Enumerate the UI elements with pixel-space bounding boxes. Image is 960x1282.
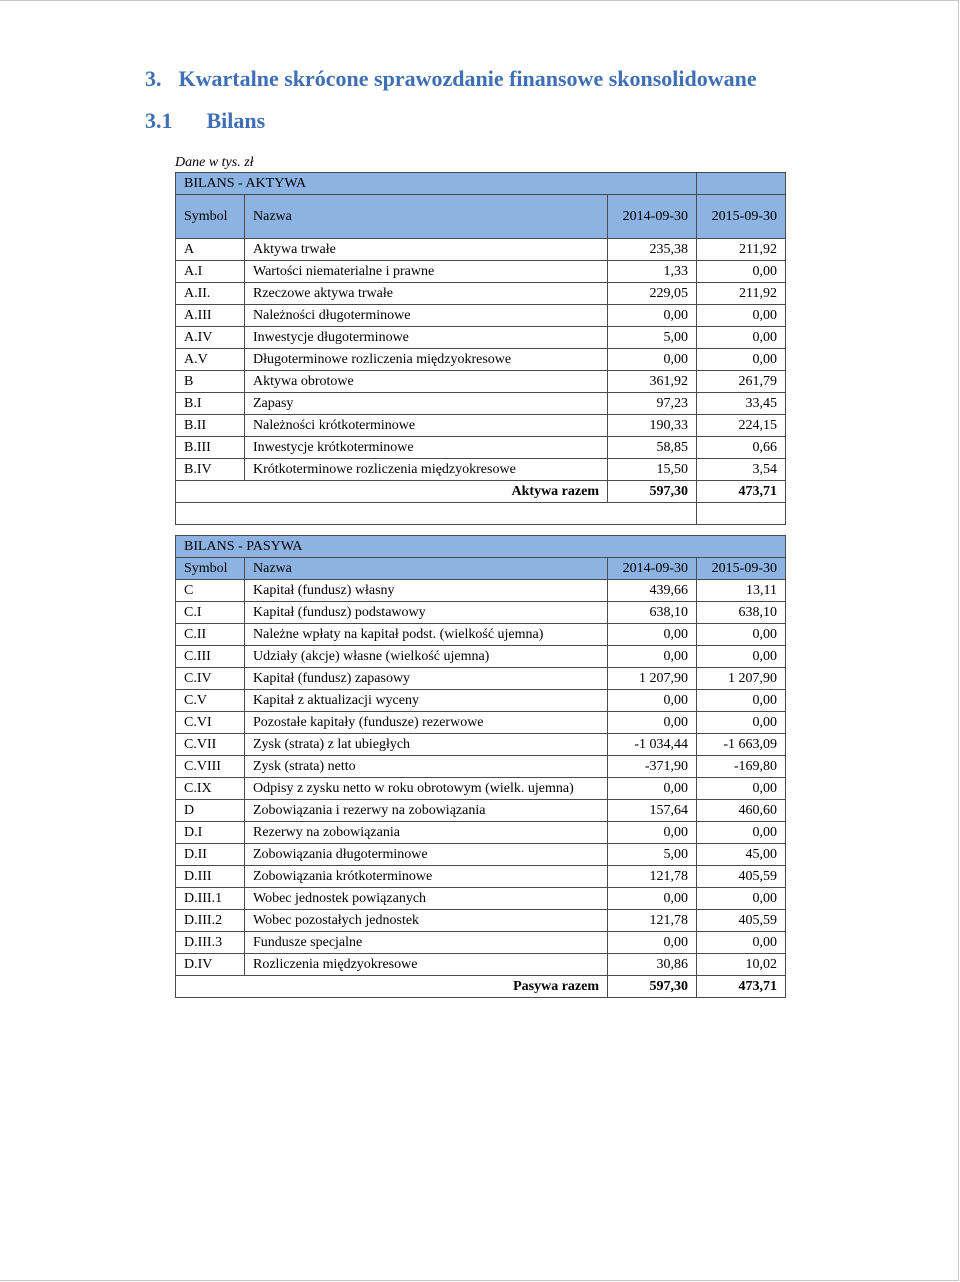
header-date-1: 2014-09-30	[608, 195, 697, 239]
units-note: Dane w tys. zł	[175, 155, 254, 170]
row-symbol: C	[176, 580, 245, 602]
table-row	[176, 371, 786, 393]
table-row	[176, 283, 786, 305]
row-name: Aktywa obrotowe	[245, 371, 608, 393]
row-value-1: 0,00	[608, 888, 697, 910]
row-value-2: 0,00	[697, 932, 786, 954]
empty-cell	[697, 173, 786, 195]
row-name: Rozliczenia międzyokresowe	[245, 954, 608, 976]
total-row	[176, 976, 786, 998]
row-value-1: 0,00	[608, 690, 697, 712]
row-symbol: C.III	[176, 646, 245, 668]
row-value-1: 0,00	[608, 646, 697, 668]
row-value-1: 190,33	[608, 415, 697, 437]
row-value-2: 0,00	[697, 261, 786, 283]
row-symbol: D.III.3	[176, 932, 245, 954]
row-name: Zysk (strata) z lat ubiegłych	[245, 734, 608, 756]
table-row	[176, 712, 786, 734]
table-row	[176, 393, 786, 415]
header-symbol: Symbol	[176, 195, 245, 239]
row-symbol: B.I	[176, 393, 245, 415]
row-name: Należności krótkoterminowe	[245, 415, 608, 437]
row-value-1: -371,90	[608, 756, 697, 778]
table-row	[176, 459, 786, 481]
row-value-1: 638,10	[608, 602, 697, 624]
row-name: Inwestycje długoterminowe	[245, 327, 608, 349]
header-date-1: 2014-09-30	[608, 558, 697, 580]
section-title: Kwartalne skrócone sprawozdanie finansowe skonsolidowane	[178, 66, 757, 91]
header-name: Nazwa	[245, 195, 608, 239]
row-value-1: 58,85	[608, 437, 697, 459]
row-value-2: 33,45	[697, 393, 786, 415]
row-symbol: A.V	[176, 349, 245, 371]
total-row	[176, 481, 786, 503]
total-value-1: 597,30	[608, 481, 697, 503]
row-name: Kapitał z aktualizacji wyceny	[245, 690, 608, 712]
header-name: Nazwa	[245, 558, 608, 580]
table-row	[176, 239, 786, 261]
row-symbol: C.V	[176, 690, 245, 712]
row-name: Kapitał (fundusz) podstawowy	[245, 602, 608, 624]
table-row	[176, 349, 786, 371]
row-name: Zobowiązania krótkoterminowe	[245, 866, 608, 888]
empty-cell	[176, 503, 697, 525]
row-value-1: 1,33	[608, 261, 697, 283]
row-value-2: 0,00	[697, 646, 786, 668]
row-value-2: 45,00	[697, 844, 786, 866]
table-row	[176, 778, 786, 800]
liabilities-table-title: BILANS - PASYWA	[176, 536, 786, 558]
table-row	[176, 602, 786, 624]
row-value-2: 211,92	[697, 283, 786, 305]
row-name: Udziały (akcje) własne (wielkość ujemna)	[245, 646, 608, 668]
table-row	[176, 844, 786, 866]
row-name: Pozostałe kapitały (fundusze) rezerwowe	[245, 712, 608, 734]
row-value-1: 15,50	[608, 459, 697, 481]
row-value-1: 1 207,90	[608, 668, 697, 690]
row-symbol: D.II	[176, 844, 245, 866]
row-symbol: A.IV	[176, 327, 245, 349]
row-name: Kapitał (fundusz) zapasowy	[245, 668, 608, 690]
assets-table	[175, 172, 786, 525]
row-value-2: 0,00	[697, 712, 786, 734]
row-value-2: 0,00	[697, 822, 786, 844]
table-row	[176, 327, 786, 349]
row-value-2: 0,00	[697, 888, 786, 910]
total-label: Pasywa razem	[176, 976, 608, 998]
table-row	[176, 580, 786, 602]
header-date-2: 2015-09-30	[697, 195, 786, 239]
total-label: Aktywa razem	[176, 481, 608, 503]
row-symbol: D.III	[176, 866, 245, 888]
row-value-2: 1 207,90	[697, 668, 786, 690]
row-symbol: A.II.	[176, 283, 245, 305]
row-value-2: -169,80	[697, 756, 786, 778]
row-value-2: 0,00	[697, 349, 786, 371]
row-symbol: C.VIII	[176, 756, 245, 778]
row-value-2: 0,66	[697, 437, 786, 459]
row-value-2: 10,02	[697, 954, 786, 976]
row-symbol: C.VII	[176, 734, 245, 756]
row-value-1: 0,00	[608, 305, 697, 327]
row-name: Zysk (strata) netto	[245, 756, 608, 778]
row-name: Odpisy z zysku netto w roku obrotowym (wielk. ujemna)	[245, 778, 608, 800]
assets-table-title-row	[176, 173, 786, 195]
row-name: Należne wpłaty na kapitał podst. (wielkość ujemna)	[245, 624, 608, 646]
row-value-2: 405,59	[697, 910, 786, 932]
row-value-1: 0,00	[608, 778, 697, 800]
row-symbol: D.III.2	[176, 910, 245, 932]
row-symbol: B.II	[176, 415, 245, 437]
row-value-1: 121,78	[608, 866, 697, 888]
row-value-2: 638,10	[697, 602, 786, 624]
table-row	[176, 305, 786, 327]
row-symbol: A.III	[176, 305, 245, 327]
row-name: Rzeczowe aktywa trwałe	[245, 283, 608, 305]
table-row	[176, 910, 786, 932]
spacer-row	[176, 503, 786, 525]
liabilities-table	[175, 535, 786, 998]
row-name: Krótkoterminowe rozliczenia międzyokresowe	[245, 459, 608, 481]
table-row	[176, 668, 786, 690]
row-value-1: -1 034,44	[608, 734, 697, 756]
assets-header-row	[176, 195, 786, 239]
row-value-2: 261,79	[697, 371, 786, 393]
header-date-2: 2015-09-30	[697, 558, 786, 580]
row-value-1: 229,05	[608, 283, 697, 305]
row-symbol: C.IV	[176, 668, 245, 690]
row-symbol: D.I	[176, 822, 245, 844]
table-row	[176, 690, 786, 712]
liabilities-table-title-row	[176, 536, 786, 558]
table-row	[176, 800, 786, 822]
section-number: 3.	[145, 66, 162, 91]
row-value-2: 3,54	[697, 459, 786, 481]
row-value-1: 0,00	[608, 712, 697, 734]
row-symbol: D.IV	[176, 954, 245, 976]
row-symbol: A.I	[176, 261, 245, 283]
row-name: Fundusze specjalne	[245, 932, 608, 954]
row-symbol: D	[176, 800, 245, 822]
row-value-1: 235,38	[608, 239, 697, 261]
subsection-heading	[145, 108, 265, 134]
table-row	[176, 756, 786, 778]
row-name: Należności długoterminowe	[245, 305, 608, 327]
row-value-2: 460,60	[697, 800, 786, 822]
total-value-2: 473,71	[697, 976, 786, 998]
table-row	[176, 822, 786, 844]
table-row	[176, 415, 786, 437]
section-heading	[145, 66, 757, 92]
row-value-1: 121,78	[608, 910, 697, 932]
row-name: Wobec jednostek powiązanych	[245, 888, 608, 910]
row-symbol: B.III	[176, 437, 245, 459]
row-value-2: 0,00	[697, 624, 786, 646]
liabilities-header-row	[176, 558, 786, 580]
table-row	[176, 624, 786, 646]
row-value-1: 30,86	[608, 954, 697, 976]
row-value-2: 405,59	[697, 866, 786, 888]
row-value-1: 439,66	[608, 580, 697, 602]
row-name: Zobowiązania i rezerwy na zobowiązania	[245, 800, 608, 822]
row-name: Kapitał (fundusz) własny	[245, 580, 608, 602]
row-value-1: 5,00	[608, 327, 697, 349]
row-symbol: C.II	[176, 624, 245, 646]
header-symbol: Symbol	[176, 558, 245, 580]
total-value-1: 597,30	[608, 976, 697, 998]
row-symbol: C.I	[176, 602, 245, 624]
row-name: Inwestycje krótkoterminowe	[245, 437, 608, 459]
row-value-2: 13,11	[697, 580, 786, 602]
table-row	[176, 888, 786, 910]
table-row	[176, 954, 786, 976]
subsection-title: Bilans	[206, 108, 266, 133]
row-value-2: 0,00	[697, 305, 786, 327]
table-row	[176, 866, 786, 888]
total-value-2: 473,71	[697, 481, 786, 503]
row-symbol: C.IX	[176, 778, 245, 800]
row-symbol: C.VI	[176, 712, 245, 734]
row-symbol: A	[176, 239, 245, 261]
table-row	[176, 932, 786, 954]
row-value-1: 5,00	[608, 844, 697, 866]
table-row	[176, 646, 786, 668]
row-value-1: 157,64	[608, 800, 697, 822]
row-value-2: -1 663,09	[697, 734, 786, 756]
row-symbol: D.III.1	[176, 888, 245, 910]
table-row	[176, 734, 786, 756]
row-value-2: 0,00	[697, 778, 786, 800]
row-value-1: 0,00	[608, 624, 697, 646]
row-name: Rezerwy na zobowiązania	[245, 822, 608, 844]
row-name: Długoterminowe rozliczenia międzyokresowe	[245, 349, 608, 371]
row-value-1: 0,00	[608, 932, 697, 954]
row-value-2: 0,00	[697, 327, 786, 349]
empty-cell	[697, 503, 786, 525]
row-value-1: 97,23	[608, 393, 697, 415]
row-value-1: 0,00	[608, 822, 697, 844]
row-name: Aktywa trwałe	[245, 239, 608, 261]
row-symbol: B.IV	[176, 459, 245, 481]
row-name: Wartości niematerialne i prawne	[245, 261, 608, 283]
row-name: Wobec pozostałych jednostek	[245, 910, 608, 932]
table-row	[176, 437, 786, 459]
row-value-2: 0,00	[697, 690, 786, 712]
assets-table-title: BILANS - AKTYWA	[176, 173, 697, 195]
row-value-2: 224,15	[697, 415, 786, 437]
row-name: Zobowiązania długoterminowe	[245, 844, 608, 866]
row-value-2: 211,92	[697, 239, 786, 261]
row-value-1: 0,00	[608, 349, 697, 371]
table-row	[176, 261, 786, 283]
row-name: Zapasy	[245, 393, 608, 415]
row-symbol: B	[176, 371, 245, 393]
row-value-1: 361,92	[608, 371, 697, 393]
subsection-number: 3.1	[145, 108, 173, 133]
